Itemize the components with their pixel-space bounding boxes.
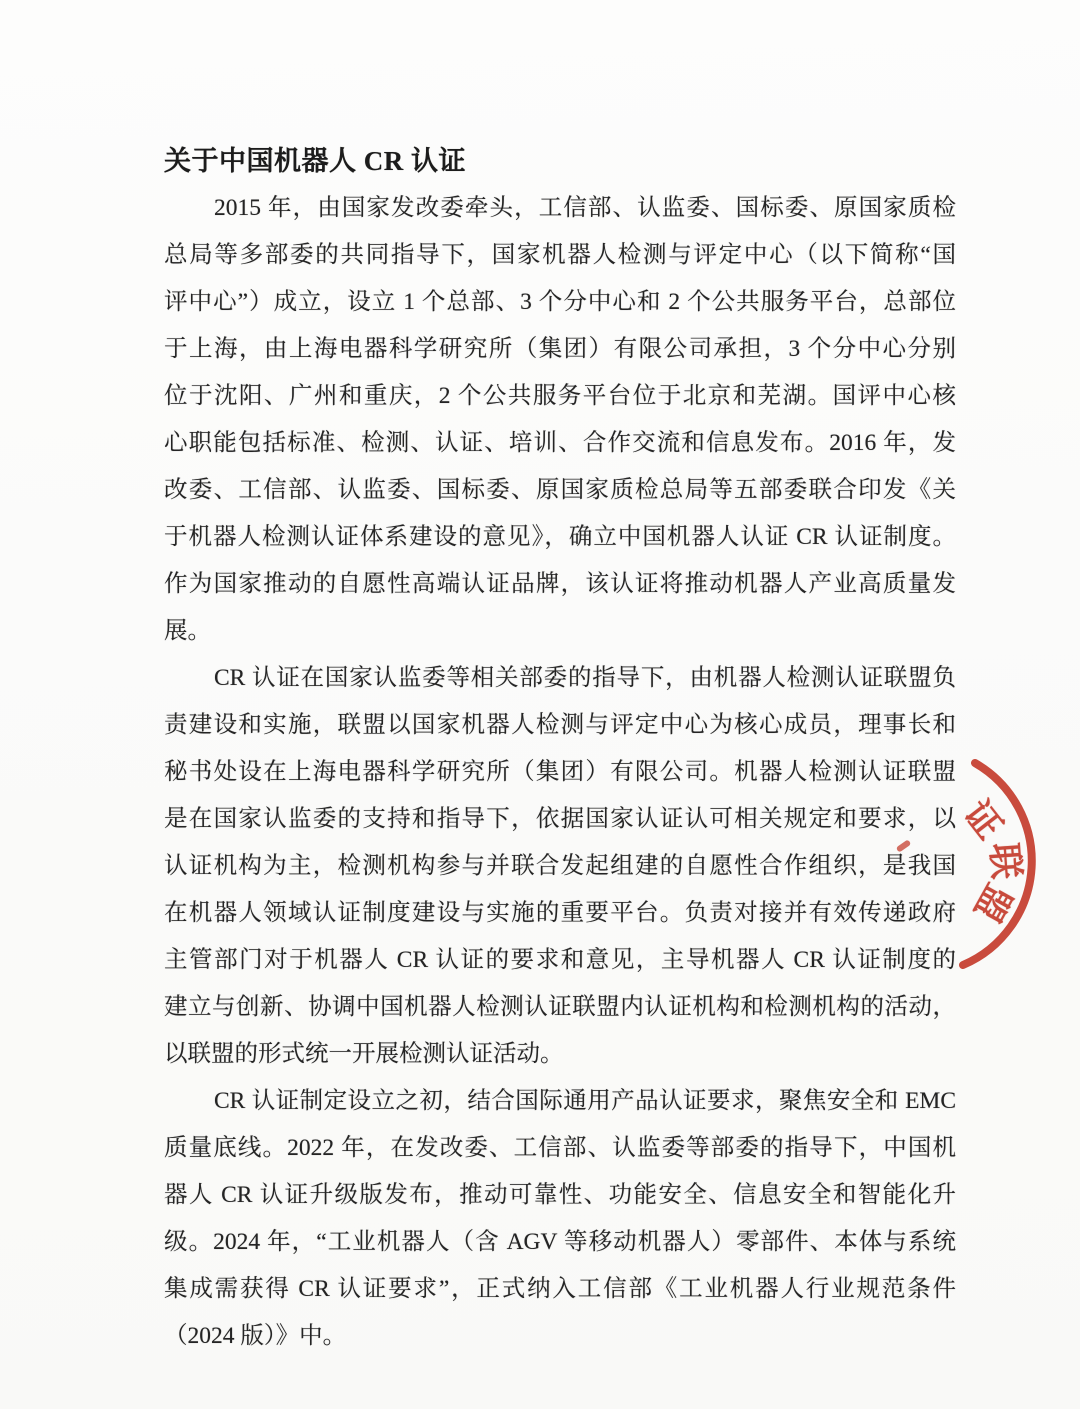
text-line: 于机器人检测认证体系建设的意见》，确立中国机器人认证 CR 认证制度。: [164, 524, 956, 550]
text-line: 总局等多部委的共同指导下，国家机器人检测与评定中心（以下简称“国: [164, 242, 956, 268]
paragraph-1: [164, 185, 956, 655]
text-line: 责建设和实施，联盟以国家机器人检测与评定中心为核心成员，理事长和: [164, 712, 956, 738]
text-line: CR 认证制定设立之初，结合国际通用产品认证要求，聚焦安全和 EMC: [214, 1088, 956, 1114]
text-line: 在机器人领域认证制度建设与实施的重要平台。负责对接并有效传递政府: [164, 900, 956, 926]
paragraph-2: [164, 655, 956, 1078]
text-line: CR 认证在国家认监委等相关部委的指导下，由机器人检测认证联盟负: [214, 665, 956, 691]
text-line: 心职能包括标准、检测、认证、培训、合作交流和信息发布。2016 年，发: [164, 430, 956, 456]
text-line: 集成需获得 CR 认证要求”，正式纳入工信部《工业机器人行业规范条件: [164, 1276, 956, 1302]
text-line: 主管部门对于机器人 CR 认证的要求和意见，主导机器人 CR 认证制度的: [164, 947, 956, 973]
text-line: 器人 CR 认证升级版发布，推动可靠性、功能安全、信息安全和智能化升: [164, 1182, 956, 1208]
text-line: 2015 年，由国家发改委牵头，工信部、认监委、国标委、原国家质检: [214, 195, 956, 221]
text-line: 级。2024 年，“工业机器人（含 AGV 等移动机器人）零部件、本体与系统: [164, 1229, 956, 1255]
text-line: 认证机构为主，检测机构参与并联合发起组建的自愿性合作组织，是我国: [164, 853, 956, 879]
seal-character: 盟: [966, 877, 1020, 929]
document-title: 关于中国机器人 CR 认证: [164, 146, 466, 176]
text-line: 于上海，由上海电器科学研究所（集团）有限公司承担，3 个分中心分别: [164, 336, 956, 362]
seal-character: 联: [983, 841, 1027, 881]
seal-character: 证: [956, 793, 1010, 847]
text-line: 是在国家认监委的支持和指导下，依据国家认证认可相关规定和要求，以: [164, 806, 956, 832]
document-content: [164, 138, 956, 1360]
text-line: 建立与创新、协调中国机器人检测认证联盟内认证机构和检测机构的活动，: [164, 994, 956, 1020]
text-line: 评中心”）成立，设立 1 个总部、3 个分中心和 2 个公共服务平台，总部位: [164, 289, 956, 315]
text-line: 改委、工信部、认监委、国标委、原国家质检总局等五部委联合印发《关: [164, 477, 956, 503]
text-line: 作为国家推动的自愿性高端认证品牌，该认证将推动机器人产业高质量发: [164, 571, 956, 597]
text-line: 展。: [164, 618, 211, 644]
text-line: 质量底线。2022 年，在发改委、工信部、认监委等部委的指导下，中国机: [164, 1135, 956, 1161]
text-line: 以联盟的形式统一开展检测认证活动。: [164, 1041, 564, 1067]
text-line: 位于沈阳、广州和重庆，2 个公共服务平台位于北京和芜湖。国评中心核: [164, 383, 956, 409]
paragraph-3: [164, 1078, 956, 1360]
text-line: 秘书处设在上海电器科学研究所（集团）有限公司。机器人检测认证联盟: [164, 759, 956, 785]
text-line: （2024 版）》中。: [164, 1323, 347, 1349]
